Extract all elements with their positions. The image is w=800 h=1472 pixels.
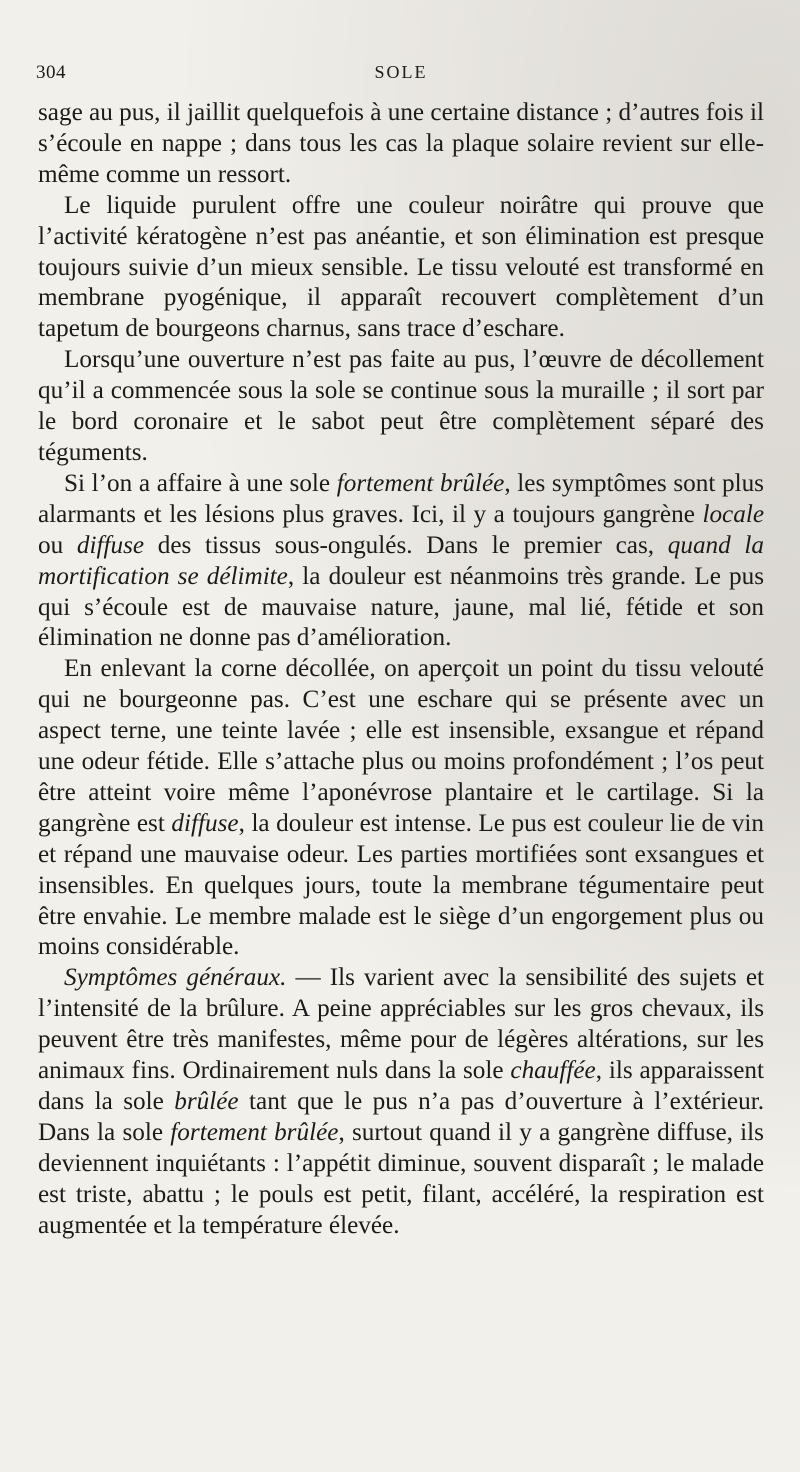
paragraph (38, 654, 764, 963)
paragraph (38, 98, 764, 191)
text-run: ou (38, 531, 77, 559)
italic-text-run: Symptômes généraux. (64, 964, 287, 992)
page-number: 304 (36, 62, 66, 83)
running-head: SOLE (374, 62, 428, 82)
italic-text-run: fortement brûlée (170, 1118, 339, 1146)
italic-text-run: diffuse (76, 531, 145, 559)
text-run: En enlevant la corne décollée, on aperçoit un point du tissu velouté qui ne bourgeonne pas. C’est une eschare qui se présente avec un aspect terne, une teinte lavée ; elle est insensible, exsangue et répand une odeur fétide. Elle s’attache plus ou moins profondément ; l’os peut être atteint voire même l’aponévrose plantaire et le cartilage. Si la gangrène est (38, 655, 764, 837)
text-run: , surtout quand il y a gangrène diffuse, ils deviennent inquiétants : l’appétit diminue, souvent disparaît ; le malade est triste, abattu ; le pouls est petit, filant, accéléré, la respiration est augmentée et la température élevée. (38, 1118, 764, 1239)
text-run: , la douleur est intense. Le pus est couleur lie de vin et répand une mauvaise odeur. Les parties mortifiées sont exsangues et insensibles. En quelques jours, toute la membrane tégumentaire peut être envahie. Le membre malade est le siège d’un engorgement plus ou moins considérable. (38, 809, 764, 961)
text-run: des tissus sous-ongulés. Dans le premier cas, (144, 531, 668, 559)
text-run: Lorsqu’une ouverture n’est pas faite au pus, l’œuvre de décollement qu’il a commencée sous la sole se continue sous la muraille ; il sort par le bord coronaire et le sabot peut être complètement séparé des téguments. (38, 346, 764, 466)
text-run: , ils apparaissent dans la sole (38, 1057, 764, 1115)
text-run: , la douleur est néanmoins très grande. Le pus qui s’écoule est de mauvaise nature, jaune, mal lié, fétide et son élimination ne donne pas d’amélioration. (38, 562, 765, 652)
text-run: Si l’on a affaire à une sole (64, 469, 337, 497)
body-text (38, 98, 764, 1242)
italic-text-run: quand la mortification se délimite (38, 531, 765, 590)
text-run: tant que le pus n’a pas d’ouverture à l’extérieur. Dans la sole (38, 1088, 765, 1146)
italic-text-run: locale (702, 500, 764, 528)
italic-text-run: fortement brûlée (336, 469, 505, 497)
paragraph (38, 191, 764, 346)
paragraph (38, 345, 764, 469)
page-header (36, 62, 766, 88)
text-run: Le liquide purulent offre une couleur noirâtre qui prouve que l’activité kératogène n’est pas anéantie, et son élimination est presque toujours suivie d’un mieux sensible. Le tissu velouté est transformé en membrane pyogénique, il apparaît recouvert complètement d’un tapetum de bourgeons charnus, sans trace d’eschare. (38, 191, 764, 343)
italic-text-run: brûlée (174, 1088, 239, 1115)
text-run: — Ils varient avec la sensibilité des sujets et l’intensité de la brûlure. A peine appréciables sur les gros chevaux, ils peuvent être très manifestes, même pour de légères altérations, sur les animaux fins. Ordinairement nuls dans la sole (38, 964, 764, 1085)
paragraph (38, 469, 764, 654)
text-run: , les symptômes sont plus alarmants et les lésions plus graves. Ici, il y a toujours gangrène (38, 469, 764, 528)
paragraph (38, 963, 764, 1241)
italic-text-run: chauffée (510, 1057, 596, 1085)
text-run: sage au pus, il jaillit quelquefois à une certaine distance ; d’autres fois il s’écoule en nappe ; dans tous les cas la plaque solaire revient sur elle-même comme un ressort. (38, 99, 765, 188)
italic-text-run: diffuse (171, 809, 239, 837)
